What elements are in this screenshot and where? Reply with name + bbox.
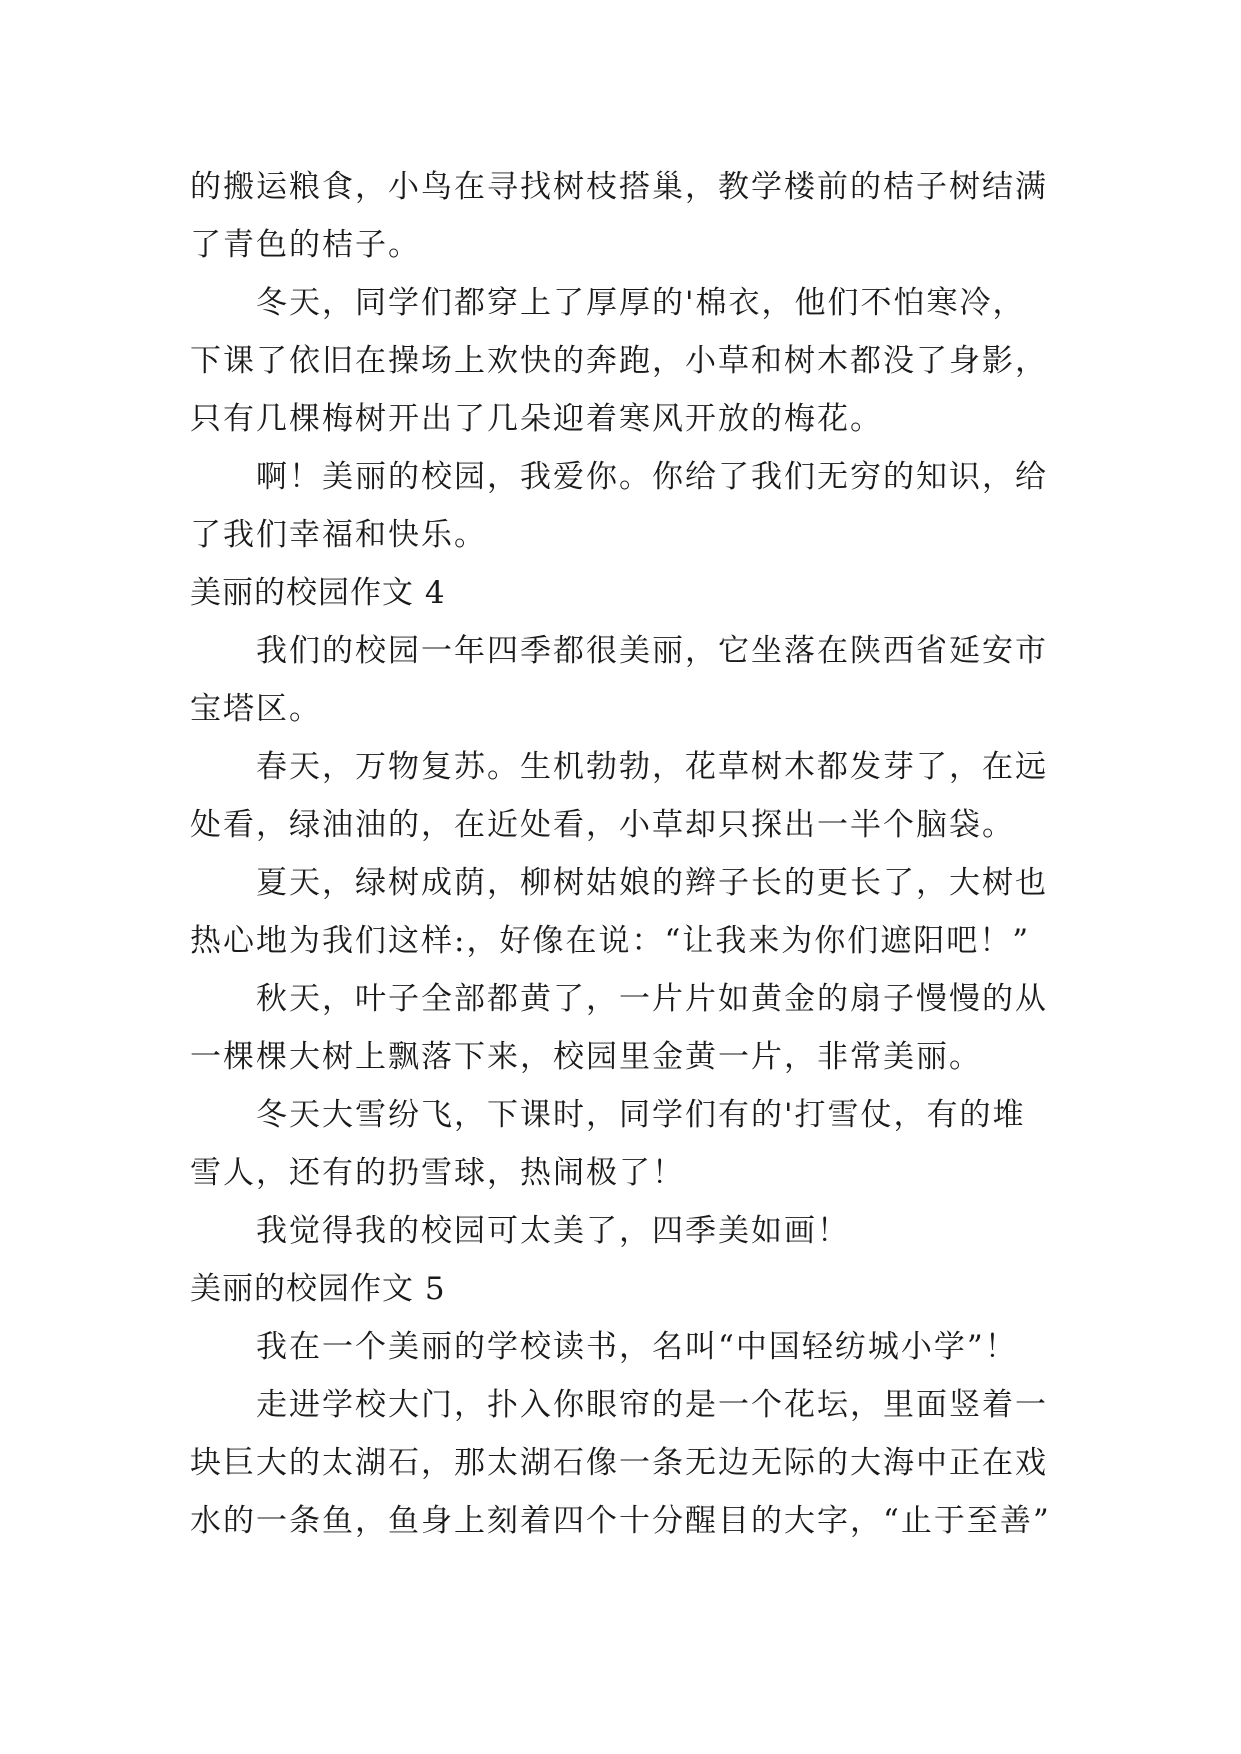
text-line: 一棵棵大树上飘落下来，校园里金黄一片，非常美丽。	[190, 1039, 982, 1075]
section-heading-5: 美丽的校园作文 5	[190, 1271, 446, 1307]
paragraph-start: 我在一个美丽的学校读书，名叫“中国轻纺城小学”！	[256, 1329, 1018, 1365]
paragraph-start: 冬天大雪纷飞，下课时，同学们有的'打雪仗，有的堆	[256, 1097, 1026, 1133]
text-line: 雪人，还有的扔雪球，热闹极了！	[190, 1155, 685, 1191]
text-line: 宝塔区。	[190, 691, 322, 727]
paragraph-start: 走进学校大门，扑入你眼帘的是一个花坛，里面竖着一	[256, 1387, 1048, 1423]
document-body	[190, 158, 1070, 1550]
text-line: 下课了依旧在操场上欢快的奔跑，小草和树木都没了身影，	[190, 343, 1048, 379]
text-line: 热心地为我们这样:，好像在说：“让我来为你们遮阳吧！”	[190, 923, 1031, 959]
text-line: 只有几棵梅树开出了几朵迎着寒风开放的梅花。	[190, 401, 883, 437]
paragraph-start: 秋天，叶子全部都黄了，一片片如黄金的扇子慢慢的从	[256, 981, 1048, 1017]
text-line: 水的一条鱼，鱼身上刻着四个十分醒目的大字，“止于至善”	[190, 1503, 1051, 1539]
text-line: 了我们幸福和快乐。	[190, 517, 487, 553]
text-line: 的搬运粮食，小鸟在寻找树枝搭巢，教学楼前的桔子树结满	[190, 169, 1048, 205]
section-heading-4: 美丽的校园作文 4	[190, 575, 446, 611]
text-line: 块巨大的太湖石，那太湖石像一条无边无际的大海中正在戏	[190, 1445, 1048, 1481]
paragraph-start: 春天，万物复苏。生机勃勃，花草树木都发芽了，在远	[256, 749, 1048, 785]
paragraph-start: 我们的校园一年四季都很美丽，它坐落在陕西省延安市	[256, 633, 1048, 669]
text-line: 了青色的桔子。	[190, 227, 421, 263]
paragraph-start: 我觉得我的校园可太美了，四季美如画！	[256, 1213, 850, 1249]
text-line: 处看，绿油油的，在近处看，小草却只探出一半个脑袋。	[190, 807, 1015, 843]
paragraph-start: 夏天，绿树成荫，柳树姑娘的辫子长的更长了，大树也	[256, 865, 1048, 901]
paragraph-start: 冬天，同学们都穿上了厚厚的'棉衣，他们不怕寒冷，	[256, 285, 1026, 321]
paragraph-start: 啊！美丽的校园，我爱你。你给了我们无穷的知识，给	[256, 459, 1048, 495]
